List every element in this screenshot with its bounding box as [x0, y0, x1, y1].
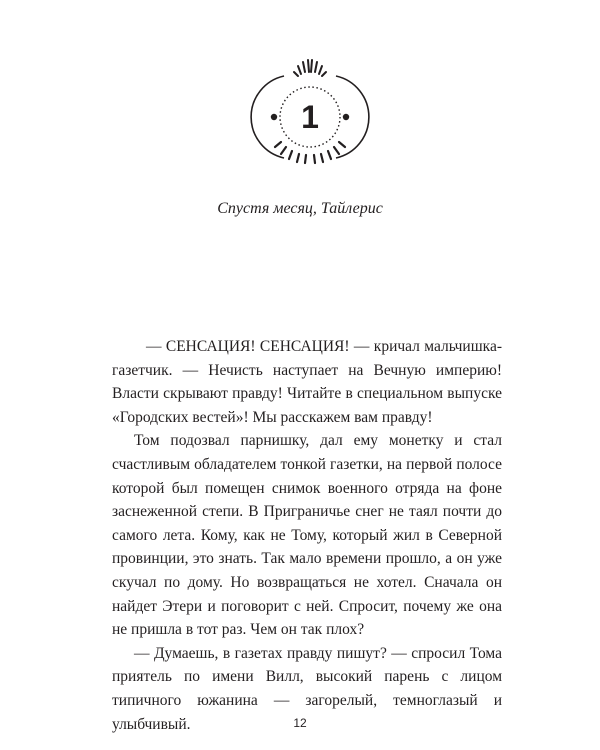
- paragraph: — СЕНСАЦИЯ! СЕНСАЦИЯ! — кричал мальчишка-газетчик. — Нечисть наступает на Вечную империю! Власти скрывают правду! Читайте в специальном выпуске «Городских вестей»! Мы расскажем вам правду!: [112, 338, 502, 426]
- left-dot-icon: [271, 114, 277, 120]
- paragraph: Том подозвал парнишку, дал ему монетку и стал счастливым обладателем тонкой газетки, на первой полосе которой был помещен снимок военного отряда на фоне заснеженной степи. В Приграничье снег не таял почти до самого лета. Кому, как не Тому, который жил в Северной провинции, это знать. Так мало времени прошло, а он уже скучал по дому. Но возвращаться не хотел. Сначала он найдет Этери и поговорит с ней. Спросит, почему же она не пришла в тот раз. Чем он так плох?: [112, 432, 502, 639]
- chapter-epigraph: Спустя месяц, Тайлерис: [217, 200, 383, 217]
- body-text: [112, 335, 502, 736]
- right-dot-icon: [343, 114, 349, 120]
- paragraph: — Думаешь, в газетах правду пишут? — спросил Тома приятель по имени Вилл, высокий парень с лицом типичного южанина — загорелый, темноглазый и улыбчивый.: [112, 644, 502, 733]
- outer-arc: [251, 76, 284, 158]
- page-number: 12: [293, 716, 307, 730]
- outer-arc-right: [336, 76, 369, 158]
- crown-ornament-icon: [294, 60, 326, 76]
- chapter-emblem: [250, 46, 370, 166]
- chapter-number: 1: [301, 99, 319, 135]
- lash-ornament-icon: [275, 142, 345, 163]
